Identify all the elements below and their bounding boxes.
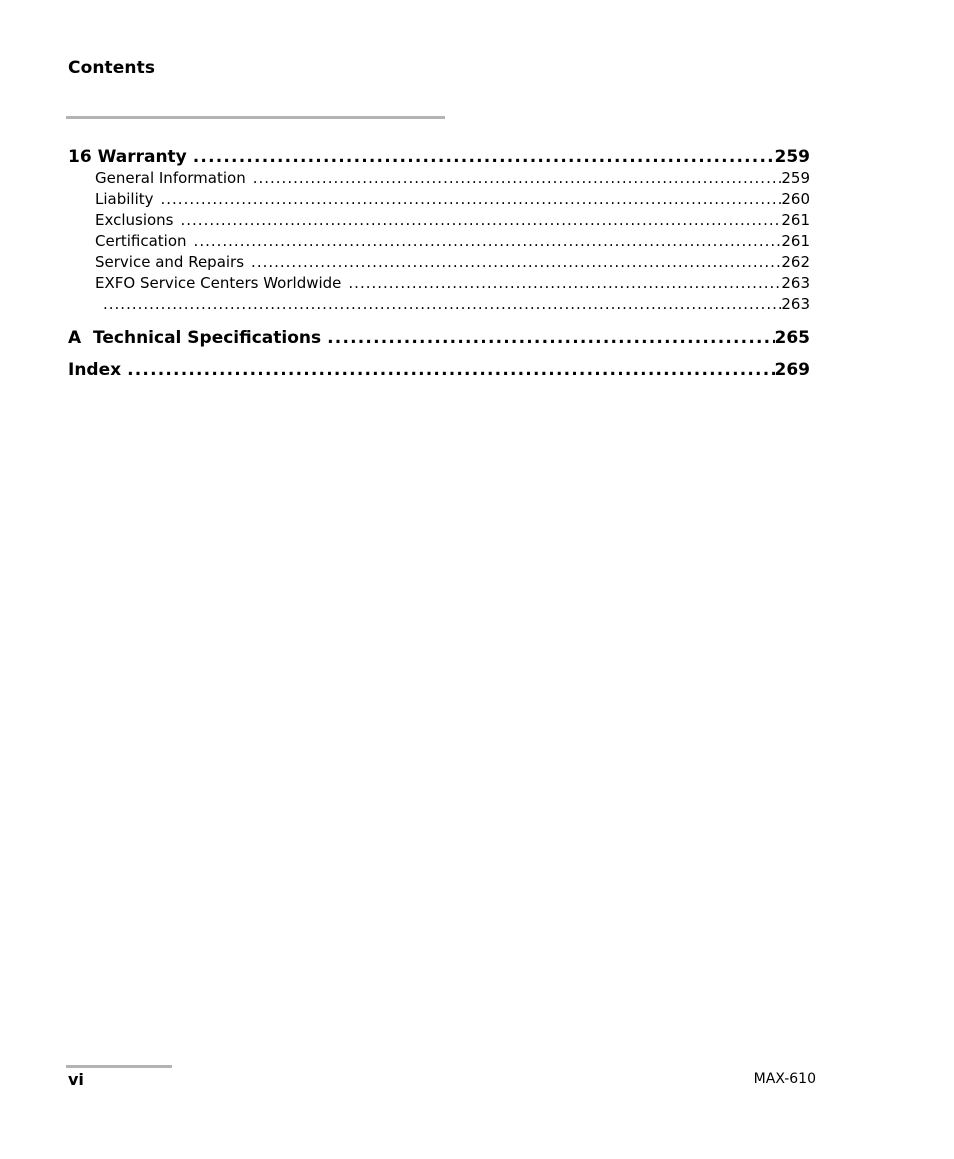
toc-entry-certification[interactable] [68,232,810,253]
toc-entry-warranty[interactable] [68,147,810,169]
appendix-letter: A [68,328,82,348]
toc-entry-label: Exclusions [95,211,174,229]
toc-entry-unlabeled[interactable] [68,295,810,316]
dot-leader [161,190,782,208]
toc-entry-index[interactable] [68,360,810,382]
footer-product-name: MAX-610 [753,1071,816,1087]
toc-entry-label: Liability [95,190,154,208]
toc-entry-technical-specifications[interactable] [68,328,810,350]
toc-entry-label: EXFO Service Centers Worldwide [95,274,342,292]
toc-entry-exclusions[interactable] [68,211,810,232]
dot-leader [193,147,775,167]
appendix-title: Technical Specifications [93,328,322,348]
toc-page-number: 262 [781,253,810,271]
chapter-number: 16 [68,147,92,167]
toc-entry-label [68,328,327,348]
toc-page-number: 265 [774,328,810,348]
toc-entry-exfo-service-centers[interactable] [68,274,810,295]
dot-leader [127,360,774,380]
toc-entry-service-and-repairs[interactable] [68,253,810,274]
page-header-title: Contents [68,58,156,78]
dot-leader [194,232,782,250]
dot-leader [348,274,781,292]
toc-page-number: 259 [774,147,810,167]
toc-page-number: 261 [781,211,810,229]
footer-rule [66,1065,172,1068]
chapter-title: Warranty [97,147,187,167]
toc-entry-label: General Information [95,169,246,187]
toc-page-number: 259 [781,169,810,187]
toc-page-number: 263 [781,295,810,313]
toc-page-number: 260 [781,190,810,208]
toc-entry-liability[interactable] [68,190,810,211]
toc-entry-label: Service and Repairs [95,253,245,271]
toc-page-number: 269 [774,360,810,380]
toc-entry-label [68,147,193,167]
toc-entry-label: Certification [95,232,187,250]
dot-leader [103,295,781,313]
table-of-contents [68,147,810,382]
footer-page-number: vi [68,1070,84,1089]
toc-entry-label: Index [68,360,122,380]
toc-page-number: 263 [781,274,810,292]
header-rule [66,116,445,119]
dot-leader [253,169,782,187]
dot-leader [251,253,781,271]
toc-page-number: 261 [781,232,810,250]
toc-entry-general-information[interactable] [68,169,810,190]
dot-leader [327,328,774,348]
dot-leader [181,211,782,229]
